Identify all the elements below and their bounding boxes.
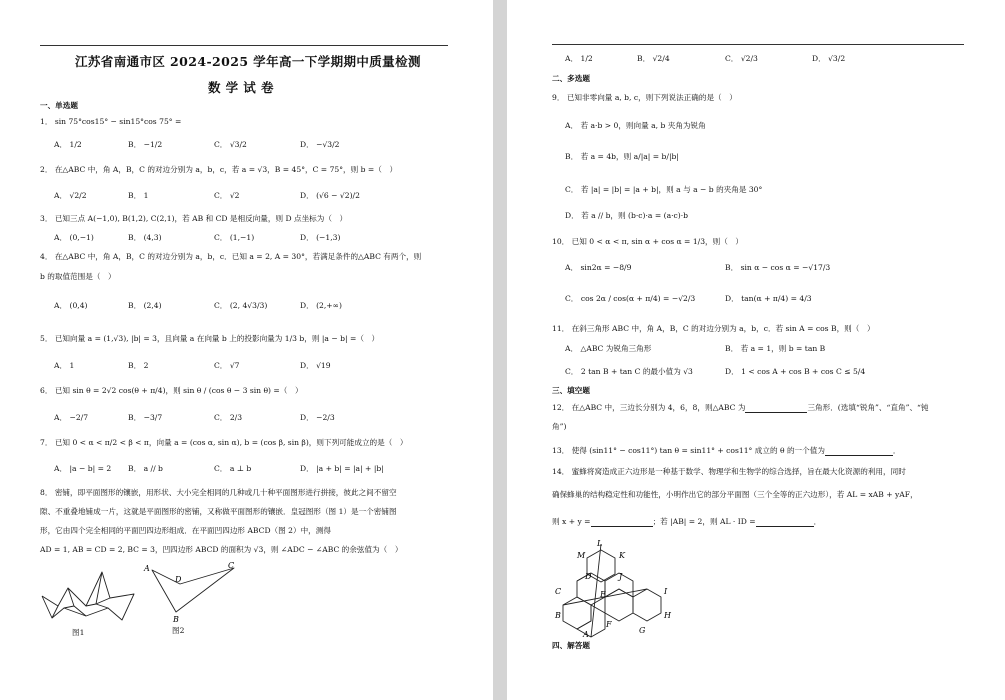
q4-option-a: A． (0,4)	[54, 301, 88, 310]
q14-line-2: 确保蜂巢的结构稳定性和功能性，小明作出它的部分平面图（三个全等的正六边形），若 AL = xAB + yAF，	[552, 490, 918, 499]
q13-text-b: ．	[892, 446, 901, 455]
q2-option-b: B． 1	[128, 191, 149, 200]
q7-option-a: A． |a − b| = 2	[54, 464, 112, 473]
q2-stem: 2． 在△ABC 中，角 A，B，C 的对边分别为 a，b，c，若 a = √3，B = 45°，C = 75°，则 b =（ ）	[40, 165, 398, 174]
q1-stem: 1． sin 75°cos15° − sin15°cos 75° =	[40, 117, 182, 126]
q1-option-c: C． √3/2	[214, 140, 247, 149]
q14-answer-blank-2[interactable]	[756, 518, 814, 527]
q4-option-d: D． (2,+∞)	[300, 301, 342, 310]
q3-option-b: B． (4,3)	[128, 233, 162, 242]
q6-option-b: B． −3/7	[128, 413, 163, 422]
honeycomb-label-f: F	[606, 620, 612, 629]
q9-option-d: D． 若 a // b，则 (b·c)·a = (a·c)·b	[565, 211, 689, 220]
honeycomb-label-c: C	[555, 587, 562, 596]
q3-option-a: A． (0,−1)	[54, 233, 94, 242]
q8-line-3: 形，它由四个完全相同的平面凹四边形组成．在平面凹四边形 ABCD（图 2）中，测得	[40, 526, 331, 535]
honeycomb-label-b: B	[555, 611, 561, 620]
page-gutter	[493, 0, 507, 700]
q5-option-a: A． 1	[54, 361, 75, 370]
q10-option-c: C． cos 2α / cos(α + π/4) = −√2/3	[565, 294, 696, 303]
label-a: A	[144, 564, 150, 573]
q8-option-b: B． √2/4	[637, 54, 670, 63]
honeycomb-label-g: G	[639, 626, 646, 635]
honeycomb-label-l: L	[597, 539, 603, 548]
q5-stem: 5． 已知向量 a = (1,√3), |b| = 3，且向量 a 在向量 b 上的投影向量为 1/3 b，则 |a − b| =（ ）	[40, 334, 380, 343]
q4-stem-cont: b 的取值范围是（ ）	[40, 272, 116, 281]
q5-option-c: C． √7	[214, 361, 240, 370]
q2-option-c: C． √2	[214, 191, 240, 200]
q2-option-d: D． (√6 − √2)/2	[300, 191, 360, 200]
q14-text-b: ；若 |AB| = 2，则 AL · ID =	[652, 517, 756, 526]
q8-option-d: D． √3/2	[812, 54, 846, 63]
q10-option-b: B． sin α − cos α = −√17/3	[725, 263, 831, 272]
q2-option-a: A． √2/2	[54, 191, 87, 200]
section-heading: 二、多选题	[552, 74, 590, 83]
q8-line-4: AD = 1, AB = CD = 2, BC = 3，凹四边形 ABCD 的面积为 √3，则 ∠ADC − ∠ABC 的余弦值为（ ）	[40, 545, 403, 554]
q10-option-a: A． sin2α = −8/9	[565, 263, 632, 272]
exam-subtitle: 数 学 试 卷	[208, 80, 274, 95]
section-heading: 一、单选题	[40, 101, 78, 110]
label-c: C	[228, 561, 235, 570]
q9-stem: 9． 已知非零向量 a, b, c，则下列说法正确的是（ ）	[552, 93, 737, 102]
q11-option-d: D． 1 < cos A + cos B + cos C ≤ 5/4	[725, 367, 866, 376]
q11-stem: 11． 在斜三角形 ABC 中，角 A，B，C 的对边分别为 a，b，c．若 sin A = cos B，则（ ）	[552, 324, 875, 333]
q1-option-b: B． −1/2	[128, 140, 163, 149]
q9-option-b: B． 若 a = 4b，则 a/|a| = b/|b|	[565, 152, 679, 161]
q7-option-b: B． a // b	[128, 464, 163, 473]
q14-text-a: 则 x + y =	[552, 517, 591, 526]
q10-stem: 10． 已知 0 < α < π, sin α + cos α = 1/3，则（ ）	[552, 237, 744, 246]
figure-2-caption: 图2	[172, 626, 185, 635]
label-d: D	[175, 575, 182, 584]
q6-option-d: D． −2/3	[300, 413, 335, 422]
q8-option-c: C． √2/3	[725, 54, 758, 63]
q13-answer-blank[interactable]	[825, 447, 893, 456]
q6-option-c: C． 2/3	[214, 413, 243, 422]
q6-stem: 6． 已知 sin θ = 2√2 cos(θ + π/4)，则 sin θ / (cos θ − 3 sin θ) =（ ）	[40, 386, 303, 395]
q12-text-b: 三角形．(选填“锐角”、“直角”、“钝	[807, 403, 929, 412]
q14-line-3	[552, 517, 821, 527]
q9-option-a: A． 若 a·b > 0，则向量 a, b 夹角为锐角	[565, 121, 706, 130]
section-heading: 四、解答题	[552, 641, 590, 650]
q4-option-c: C． (2, 4√3/3)	[214, 301, 268, 310]
q8-line-2: 隙、不重叠地铺成一片，这就是平面图形的密铺，又称做平面图形的镶嵌．皇冠图形（图 1）是一个密铺图	[40, 507, 397, 516]
exam-title: 江苏省南通市区 2024-2025 学年高一下学期期中质量检测	[75, 54, 421, 69]
honeycomb-label-k: K	[619, 551, 625, 560]
q8-option-a: A． 1/2	[565, 54, 593, 63]
honeycomb-label-m: M	[577, 551, 586, 560]
q3-option-d: D． (−1,3)	[300, 233, 341, 242]
q3-option-c: C． (1,−1)	[214, 233, 255, 242]
q14-line-1: 14． 蜜蜂将窝造成正六边形是一种基于数学、物理学和生物学的综合选择，旨在最大化资源的利用，同时	[552, 467, 906, 476]
q4-option-b: B． (2,4)	[128, 301, 162, 310]
honeycomb-figure	[551, 536, 691, 638]
q13-line	[552, 446, 901, 456]
q6-option-a: A． −2/7	[54, 413, 89, 422]
q12-answer-blank[interactable]	[745, 404, 807, 413]
q11-option-c: C． 2 tan B + tan C 的最小值为 √3	[565, 367, 693, 376]
q7-option-d: D． |a + b| = |a| + |b|	[300, 464, 384, 473]
q5-option-d: D． √19	[300, 361, 331, 370]
q12-line-1	[552, 403, 929, 413]
q11-option-b: B． 若 a = 1，则 b = tan B	[725, 344, 826, 353]
label-b: B	[173, 615, 179, 624]
q14-text-c: ．	[813, 517, 822, 526]
honeycomb-label-d: D	[585, 572, 592, 581]
q1-option-d: D． −√3/2	[300, 140, 340, 149]
q1-option-a: A． 1/2	[54, 140, 82, 149]
page-right	[507, 0, 1005, 700]
q8-line-1: 8． 密铺，即平面图形的镶嵌，用形状、大小完全相同的几种或几十种平面图形进行拼接，彼此之间不留空	[40, 488, 397, 497]
crown-figure	[38, 566, 138, 626]
q12-line-2: 角”)	[552, 422, 567, 431]
figure-1-caption: 图1	[72, 628, 85, 637]
honeycomb-label-a: A	[583, 630, 589, 639]
q4-stem: 4． 在△ABC 中，角 A，B，C 的对边分别为 a，b，c．已知 a = 2, A = 30°，若满足条件的△ABC 有两个，则	[40, 252, 422, 261]
q12-text-a: 12． 在△ABC 中，三边长分别为 4，6，8，则△ABC 为	[552, 403, 746, 412]
q7-stem: 7． 已知 0 < α < π/2 < β < π，向量 a = (cos α, sin α), b = (cos β, sin β)，则下列可能成立的是（ ）	[40, 438, 408, 447]
q10-option-d: D． tan(α + π/4) = 4/3	[725, 294, 812, 303]
q3-stem: 3． 已知三点 A(−1,0), B(1,2), C(2,1)，若 AB 和 CD 是相反向量，则 D 点坐标为（ ）	[40, 214, 348, 223]
q5-option-b: B． 2	[128, 361, 149, 370]
honeycomb-label-e: E	[600, 590, 606, 599]
concave-quadrilateral-figure	[140, 560, 240, 625]
honeycomb-label-h: H	[664, 611, 671, 620]
q13-text-a: 13． 使得 (sin11° − cos11°) tan θ = sin11° + cos11° 成立的 θ 的一个值为	[552, 446, 825, 455]
q7-option-c: C． a ⊥ b	[214, 464, 252, 473]
top-rule	[552, 44, 964, 45]
top-rule	[40, 45, 448, 46]
section-heading: 三、填空题	[552, 386, 590, 395]
honeycomb-label-j: J	[619, 572, 623, 581]
q11-option-a: A． △ABC 为锐角三角形	[565, 344, 652, 353]
q9-option-c: C． 若 |a| = |b| = |a + b|，则 a 与 a − b 的夹角是 30°	[565, 185, 763, 194]
honeycomb-label-i: I	[664, 587, 668, 596]
q14-answer-blank-1[interactable]	[591, 518, 653, 527]
page-left	[0, 0, 493, 700]
